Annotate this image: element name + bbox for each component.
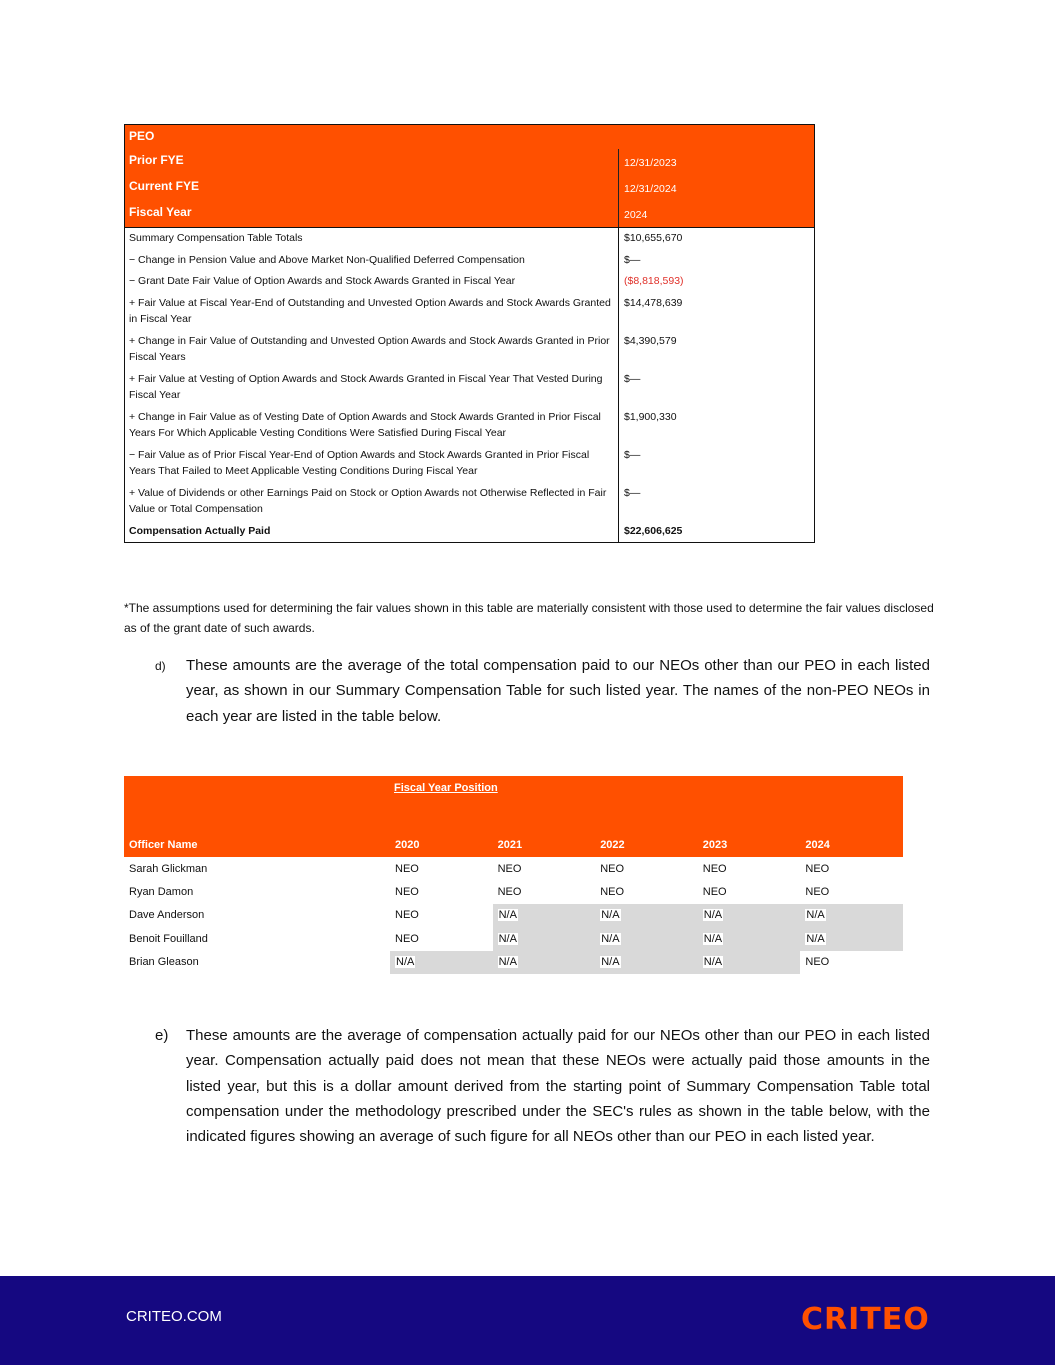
fiscal-year-label: Fiscal Year [129, 205, 192, 219]
officer-name-header: Officer Name [129, 839, 198, 851]
list-item-d [155, 653, 930, 729]
table-row [125, 407, 814, 445]
row-value-negative: ($8,818,593) [618, 271, 814, 293]
position-cell-na [595, 951, 698, 974]
position-cell [493, 880, 596, 903]
table-row [125, 271, 814, 293]
year-header: 2024 [805, 839, 830, 851]
criteo-logo: CRITEO [801, 1302, 930, 1337]
position-cell [698, 857, 801, 880]
cell-value: N/A [703, 932, 723, 945]
row-value: $4,390,579 [618, 331, 814, 369]
cell-value: N/A [498, 932, 517, 945]
row-value: $— [618, 483, 814, 521]
table-row [124, 951, 903, 974]
table-row [125, 228, 814, 250]
assumptions-footnote: *The assumptions used for determining the fair values shown in this table are materially consistent with those used to determine the fair values disclosed as of the grant date of such awards. [124, 601, 934, 635]
current-fye-value: 12/31/2024 [618, 175, 814, 201]
fiscal-year-position-header: Fiscal Year Position [394, 782, 498, 794]
officer-name: Brian Gleason [129, 956, 199, 969]
row-label: + Change in Fair Value as of Vesting Date of Option Awards and Stock Awards Granted in Prior Fiscal Years For Which Applicable Vesting Conditions Were Satisfied During Fiscal Year [129, 410, 601, 439]
officer-name: Sarah Glickman [129, 862, 208, 875]
position-cell-na [493, 927, 596, 950]
officer-name: Benoit Fouilland [129, 932, 208, 945]
row-label: − Change in Pension Value and Above Market Non-Qualified Deferred Compensation [129, 253, 525, 266]
cell-value: N/A [601, 932, 620, 945]
position-cell-na [698, 951, 801, 974]
cell-value: N/A [601, 909, 620, 922]
position-cell-na [493, 951, 596, 974]
list-marker: e) [155, 1027, 169, 1044]
website-link[interactable]: CRITEO.COM [126, 1308, 222, 1325]
cell-value: NEO [702, 862, 727, 875]
row-label: − Fair Value as of Prior Fiscal Year-End of Option Awards and Stock Awards Granted in Prior Fiscal Years That Failed to Meet Applicable Vesting Conditions During Fiscal Year [129, 448, 590, 477]
position-cell [390, 904, 493, 927]
table-row [125, 445, 814, 483]
list-item-text: These amounts are the average of compensation actually paid for our NEOs other than our PEO in each listed year. Compensation actually paid does not mean that these NEOs were actually paid those amounts in the listed year, but this is a dollar amount derived from the starting point of Summary Compensation Table total compensation under the methodology prescribed under the SEC's rules as shown in the table below, with the indicated figures showing an average of such figure for all NEOs other than our PEO in each listed year. [186, 1027, 930, 1146]
cell-value: N/A [601, 956, 620, 969]
fiscal-year-value: 2024 [618, 201, 814, 227]
position-cell [698, 880, 801, 903]
year-header: 2023 [702, 839, 728, 851]
cell-value: NEO [702, 886, 727, 899]
cell-value: NEO [600, 886, 625, 899]
cell-value: NEO [395, 932, 419, 945]
neo-table [124, 776, 903, 974]
cell-value: N/A [396, 956, 415, 969]
position-cell-na [493, 904, 596, 927]
cell-value: NEO [497, 886, 522, 899]
peo-header-label: PEO [129, 129, 155, 143]
table-row [124, 904, 903, 927]
row-value: $— [618, 369, 814, 407]
cell-value: NEO [395, 886, 419, 899]
cell-value: NEO [805, 886, 830, 899]
table-row [124, 927, 903, 950]
cell-value: NEO [497, 862, 522, 875]
row-value: $1,900,330 [618, 407, 814, 445]
row-value: $— [618, 445, 814, 483]
year-header: 2021 [497, 839, 523, 851]
row-value: $14,478,639 [618, 293, 814, 331]
table-row [125, 369, 814, 407]
position-cell-na [595, 904, 698, 927]
position-cell [390, 857, 493, 880]
neo-table-header [124, 776, 903, 857]
position-cell [390, 880, 493, 903]
cell-value: N/A [703, 909, 723, 922]
position-cell [390, 927, 493, 950]
list-item-text: These amounts are the average of the total compensation paid to our NEOs other than our PEO in each listed year, as shown in our Summary Compensation Table for such listed year. The names of the non-PEO NEOs in each year are listed in the table below. [186, 657, 930, 725]
cell-value: N/A [703, 956, 723, 969]
row-label: Summary Compensation Table Totals [129, 232, 303, 244]
page-footer [0, 1276, 1055, 1365]
current-fye-row [125, 175, 814, 201]
table-row [125, 250, 814, 272]
position-cell-na [800, 927, 903, 950]
officer-name: Ryan Damon [129, 886, 194, 899]
cell-value: NEO [395, 862, 419, 875]
row-value: $— [618, 250, 814, 272]
cell-value: NEO [395, 909, 419, 922]
table-row [125, 293, 814, 331]
peo-header-value [618, 125, 814, 149]
officer-name: Dave Anderson [129, 909, 205, 922]
position-cell [800, 880, 903, 903]
total-label: Compensation Actually Paid [129, 524, 271, 537]
fiscal-year-row [125, 201, 814, 227]
cell-value: NEO [805, 862, 830, 875]
row-value: $10,655,670 [618, 228, 814, 250]
peo-table-header [125, 125, 814, 227]
position-cell [595, 857, 698, 880]
prior-fye-label: Prior FYE [129, 153, 184, 167]
position-cell-na [390, 951, 493, 974]
peo-header-row [125, 125, 814, 149]
peo-compensation-table [124, 124, 815, 543]
peo-table-body [125, 227, 814, 542]
prior-fye-row [125, 149, 814, 175]
row-label: + Fair Value at Fiscal Year-End of Outstanding and Unvested Option Awards and Stock Awards Granted in Fiscal Year [129, 296, 611, 325]
table-row [125, 331, 814, 369]
year-header: 2020 [395, 839, 420, 851]
position-cell-na [698, 904, 801, 927]
table-row [124, 857, 903, 880]
row-label: + Value of Dividends or other Earnings Paid on Stock or Option Awards not Otherwise Reflected in Fair Value or Total Compensation [129, 486, 607, 515]
row-label: + Change in Fair Value of Outstanding and Unvested Option Awards and Stock Awards Granted in Prior Fiscal Years [129, 334, 610, 363]
table-row [124, 880, 903, 903]
cell-value: N/A [498, 956, 517, 969]
cell-value: N/A [806, 909, 825, 922]
header-row [124, 839, 903, 851]
position-cell [595, 880, 698, 903]
cell-value: NEO [805, 956, 830, 969]
row-label: + Fair Value at Vesting of Option Awards and Stock Awards Granted in Fiscal Year That Vested During Fiscal Year [129, 372, 603, 401]
current-fye-label: Current FYE [129, 179, 200, 193]
prior-fye-value: 12/31/2023 [618, 149, 814, 175]
total-value: $22,606,625 [618, 521, 814, 543]
cell-value: N/A [498, 909, 517, 922]
cell-value: NEO [600, 862, 625, 875]
cell-value: N/A [806, 932, 825, 945]
position-cell-na [800, 904, 903, 927]
position-cell-na [698, 927, 801, 950]
list-item-e [155, 1023, 930, 1149]
year-header: 2022 [600, 839, 625, 851]
list-marker: d) [155, 659, 166, 673]
table-row [125, 483, 814, 521]
position-cell-na [595, 927, 698, 950]
position-cell [800, 951, 903, 974]
row-label: − Grant Date Fair Value of Option Awards and Stock Awards Granted in Fiscal Year [129, 275, 516, 287]
position-cell [493, 857, 596, 880]
position-cell [800, 857, 903, 880]
total-row [125, 521, 814, 543]
